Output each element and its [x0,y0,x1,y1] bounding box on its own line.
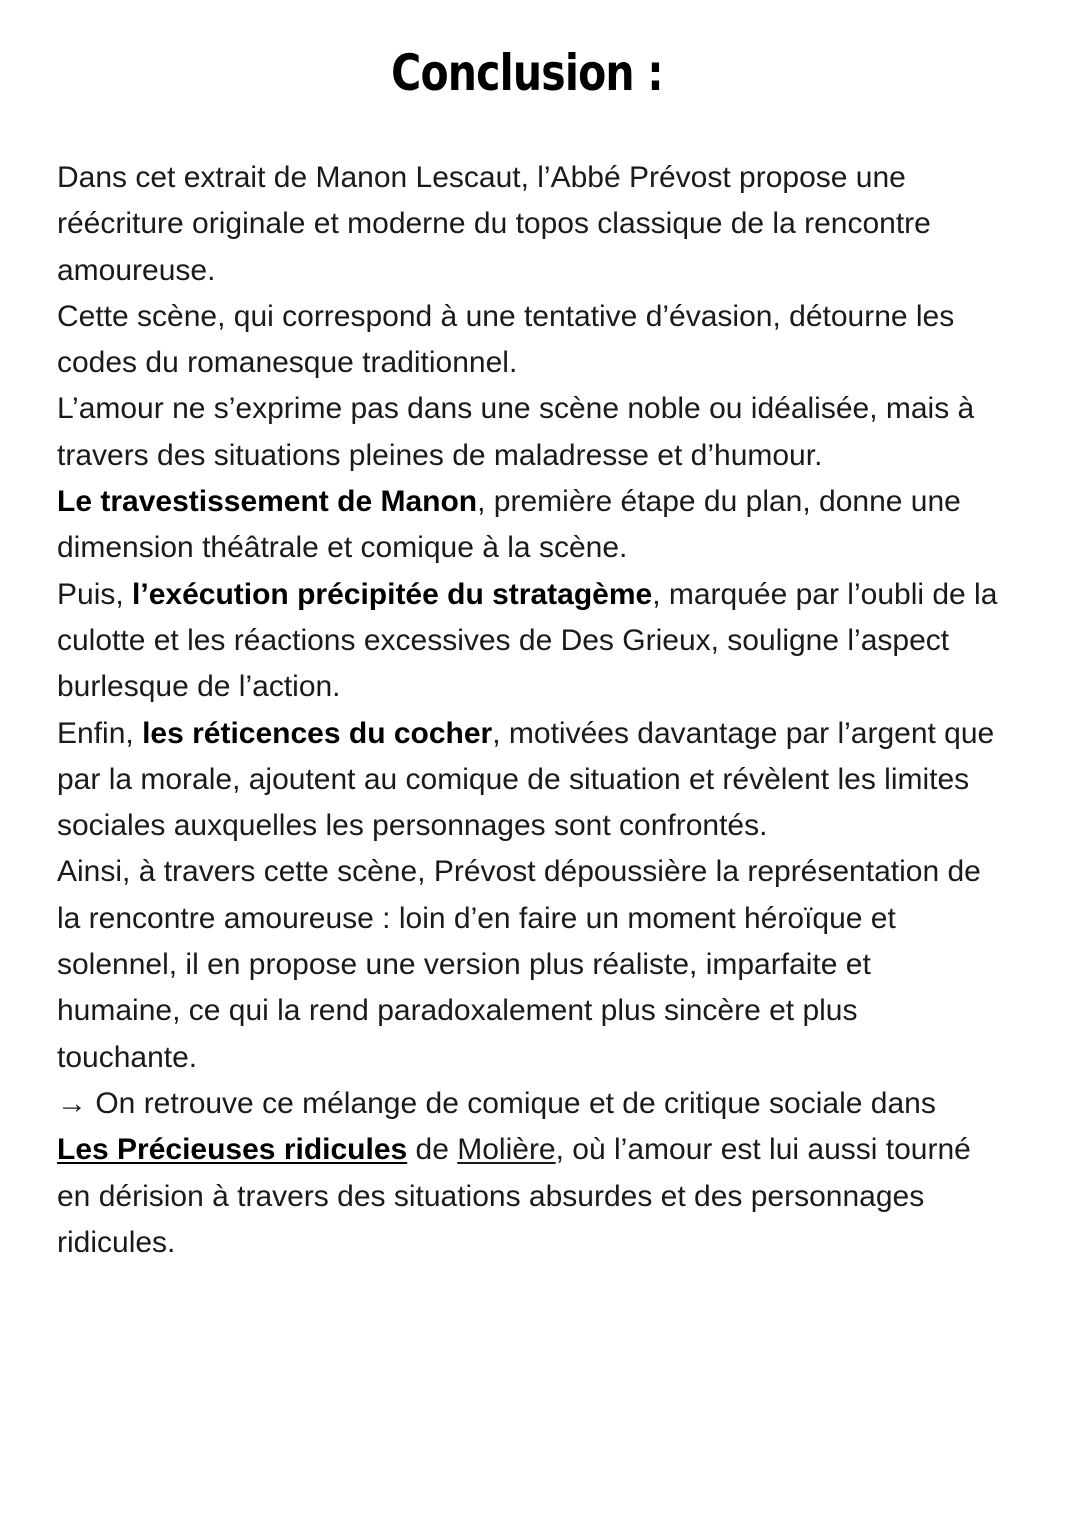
text-line: culotte et les réactions excessives de Des Grieux, souligne l’aspect [57,623,950,657]
text-line: → On retrouve ce mélange de comique et de critique sociale dans [57,1086,936,1120]
text-line: ridicules. [57,1225,176,1259]
text-line: Dans cet extrait de Manon Lescaut, l’Abbé Prévost propose une [57,161,906,194]
author-name: Molière [457,1133,556,1167]
text-line: sociales auxquelles les personnages sont confrontés. [57,809,768,843]
text-line: dimension théâtrale et comique à la scène. [57,531,628,565]
text-line: réécriture originale et moderne du topos classique de la rencontre [57,207,931,241]
text-line [57,479,1062,525]
text-line: amoureuse. [57,253,216,287]
conclusion-paragraph [57,155,1062,1266]
text-line: en dérision à travers des situations absurdes et des personnages [57,1179,925,1213]
text-segment: , motivées davantage par l’argent que [492,716,995,750]
text-line: touchante. [57,1040,198,1074]
text-segment: , où l’amour est lui aussi tourné [555,1133,971,1167]
text-line: solennel, il en propose une version plus réaliste, imparfaite et [57,948,871,982]
work-title: Les Précieuses ridicules [57,1133,408,1167]
text-line: codes du romanesque traditionnel. [57,346,518,380]
text-line [57,711,1062,757]
text-line: travers des situations pleines de maladresse et d’humour. [57,438,823,472]
text-line: Ainsi, à travers cette scène, Prévost dépoussière la représentation de [57,855,981,889]
text-line: L’amour ne s’exprime pas dans une scène noble ou idéalisée, mais à [57,392,975,426]
text-line: burlesque de l’action. [57,670,341,704]
text-line: humaine, ce qui la rend paradoxalement plus sincère et plus [57,994,858,1028]
bold-phrase: les réticences du cocher [142,716,493,750]
text-line: Cette scène, qui correspond à une tentative d’évasion, détourne les [57,299,955,333]
text-segment: Puis, [57,577,133,611]
page-title: Conclusion : [391,44,663,102]
text-line [57,1127,1062,1173]
bold-phrase: l’exécution précipitée du stratagème [132,577,653,611]
text-segment: , première étape du plan, donne une [477,485,961,519]
text-segment: de [407,1133,458,1167]
text-line [57,572,1062,618]
text-segment: Enfin, [57,716,143,750]
text-line: par la morale, ajoutent au comique de situation et révèlent les limites [57,762,970,796]
bold-phrase: Le travestissement de Manon [57,485,478,519]
text-line: la rencontre amoureuse : loin d’en faire un moment héroïque et [57,901,896,935]
text-segment: , marquée par l’oubli de la [652,577,998,611]
